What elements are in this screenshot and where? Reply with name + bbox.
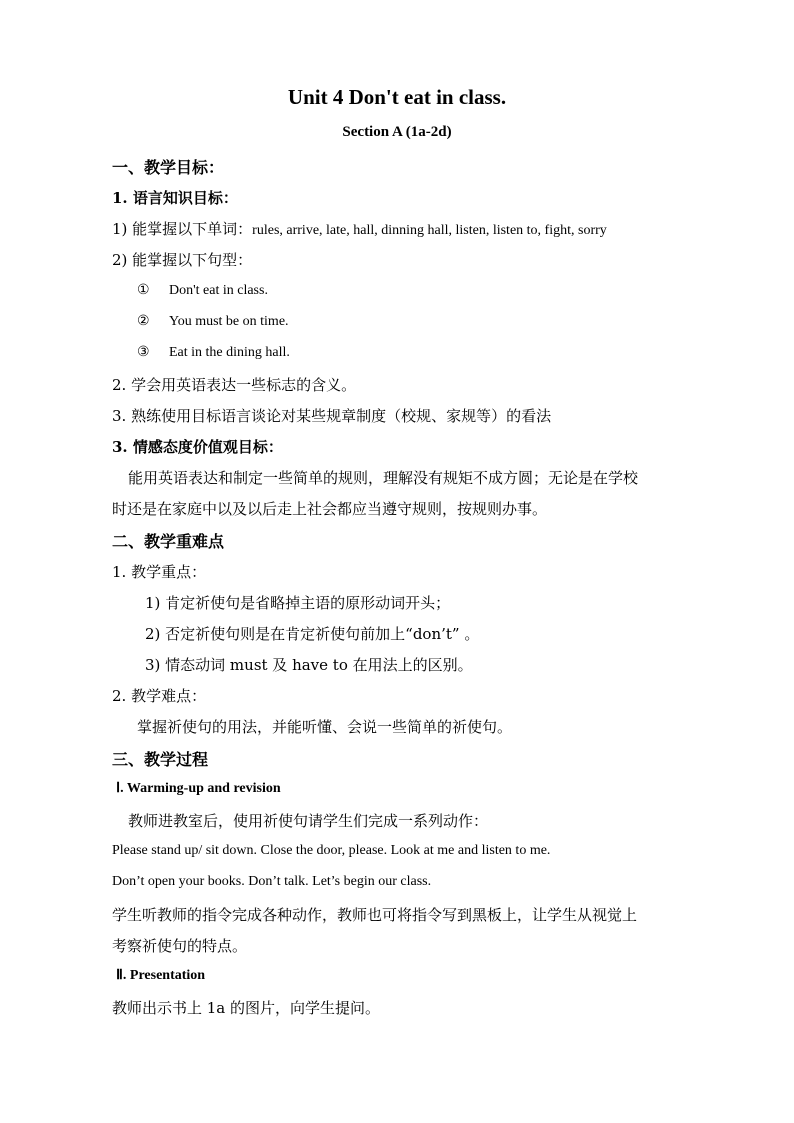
difficulties-label: 2. 教学难点： xyxy=(112,687,207,705)
presentation-text: 教师出示书上 1a 的图片，向学生提问。 xyxy=(112,999,381,1017)
vocab-label: 1) 能掌握以下单词： xyxy=(112,220,253,238)
vocab-line xyxy=(112,218,607,239)
sentence-text: Eat in the dining hall. xyxy=(169,345,290,360)
step-heading-warming-up: Ⅰ. Warming-up and revision xyxy=(116,781,281,796)
section-heading-process: 三、教学过程 xyxy=(112,750,209,769)
command-examples-line2: Don’t open your books. Don’t talk. Let’s begin our class. xyxy=(112,874,432,889)
warming-up-note-line2: 考察祈使句的特点。 xyxy=(112,937,248,955)
key-points-label: 1. 教学重点： xyxy=(112,563,207,581)
attitude-text-line2: 时还是在家庭中以及以后走上社会都应当遵守规则，按规则办事。 xyxy=(112,500,548,518)
sentence-item xyxy=(137,344,290,361)
sentence-text: Don't eat in class. xyxy=(169,283,268,298)
sentence-marker: ② xyxy=(137,314,150,329)
sentence-marker: ① xyxy=(137,283,150,298)
step-heading-presentation: Ⅱ. Presentation xyxy=(116,968,206,983)
subheading-language-goals: 1. 语言知识目标： xyxy=(112,189,238,207)
goal-signs: 2. 学会用英语表达一些标志的含义。 xyxy=(112,376,357,394)
key-point-item: 1) 肯定祈使句是省略掉主语的原形动词开头； xyxy=(145,594,451,612)
sentence-marker: ③ xyxy=(137,345,150,360)
attitude-text-line1: 能用英语表达和制定一些简单的规则，理解没有规矩不成方圆；无论是在学校 xyxy=(128,469,639,487)
document-title: Unit 4 Don't eat in class. xyxy=(287,85,507,109)
document-subtitle: Section A (1a-2d) xyxy=(342,124,452,140)
difficulties-text: 掌握祈使句的用法，并能听懂、会说一些简单的祈使句。 xyxy=(137,718,513,736)
key-point-item: 2) 否定祈使句则是在肯定祈使句前加上“don’t” 。 xyxy=(145,625,480,643)
subheading-attitude-goals: 3. 情感态度价值观目标： xyxy=(112,438,283,456)
vocab-words: rules, arrive, late, hall, dinning hall, listen, listen to, fight, sorry xyxy=(252,223,607,238)
key-point-item: 3) 情态动词 must 及 have to 在用法上的区别。 xyxy=(145,656,473,674)
sentence-item xyxy=(137,282,268,299)
goal-rules-discussion: 3. 熟练使用目标语言谈论对某些规章制度（校规、家规等）的看法 xyxy=(112,407,552,425)
command-examples-line1: Please stand up/ sit down. Close the door, please. Look at me and listen to me. xyxy=(112,843,551,858)
sentence-item xyxy=(137,313,289,330)
sentence-text: You must be on time. xyxy=(169,314,289,329)
sentence-patterns-label: 2) 能掌握以下句型： xyxy=(112,251,253,269)
section-heading-key-points: 二、教学重难点 xyxy=(112,532,225,551)
section-heading-objectives: 一、教学目标： xyxy=(112,158,225,177)
warming-up-intro: 教师进教室后，使用祈使句请学生们完成一系列动作： xyxy=(128,812,489,830)
warming-up-note-line1: 学生听教师的指令完成各种动作，教师也可将指令写到黑板上，让学生从视觉上 xyxy=(112,906,638,924)
